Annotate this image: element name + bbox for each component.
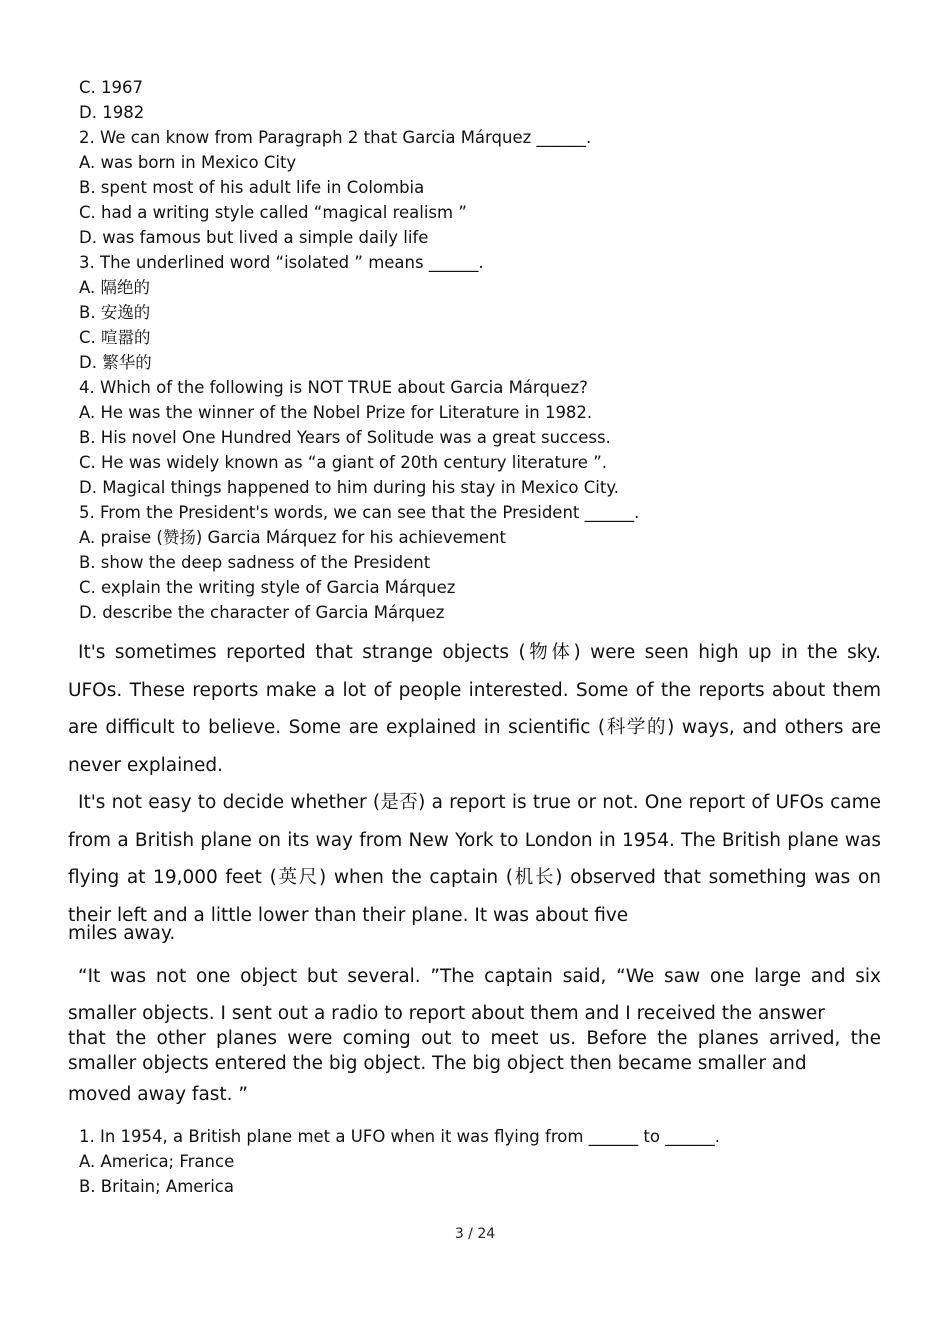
answer-option: C. He was widely known as “a giant of 20th century literature ”. <box>79 453 607 472</box>
answer-option: D. 1982 <box>79 103 145 122</box>
question-block-bottom <box>79 1124 899 1199</box>
answer-option: D. Magical things happened to him during his stay in Mexico City. <box>79 478 619 497</box>
answer-option: B. 安逸的 <box>79 303 151 322</box>
paragraph-text: “It was not one object but several. ”The captain said, “We saw one large and six smaller objects. I sent out a radio to report about them and I received the answer <box>68 966 881 1024</box>
question-text: 5. From the President's words, we can see that the President ______. <box>79 503 640 522</box>
passage-paragraph-2 <box>68 784 881 946</box>
answer-option: C. explain the writing style of Garcia Márquez <box>79 578 456 597</box>
paragraph-text: It's sometimes reported that strange objects (物体) were seen high up in the sky. UFOs. These reports make a lot of people interested. Some of the reports about them are difficult to believe. Some are explained in scientific (科学的) ways, and others are never explained. <box>68 642 881 776</box>
question-text: 1. In 1954, a British plane met a UFO when it was flying from ______ to ______. <box>79 1127 720 1146</box>
answer-option: A. He was the winner of the Nobel Prize for Literature in 1982. <box>79 403 593 422</box>
answer-option: A. praise (赞扬) Garcia Márquez for his achievement <box>79 528 506 547</box>
answer-option: C. had a writing style called “magical realism ” <box>79 203 467 222</box>
answer-option: B. Britain; America <box>79 1177 234 1196</box>
answer-option: A. America; France <box>79 1152 235 1171</box>
answer-option: B. spent most of his adult life in Colombia <box>79 178 425 197</box>
question-text: 2. We can know from Paragraph 2 that Garcia Márquez ______. <box>79 128 592 147</box>
passage-paragraph-3 <box>68 958 881 1113</box>
answer-option: B. His novel One Hundred Years of Solitude was a great success. <box>79 428 611 447</box>
paragraph-text-middle: that the other planes were coming out to meet us. Before the planes arrived, the smaller objects entered the big object. The big object then became smaller and <box>68 1028 881 1074</box>
paragraph-text: It's not easy to decide whether (是否) a report is true or not. One report of UFOs came from a British plane on its way from New York to London in 1954. The British plane was flying at 19,000 feet (英尺) when the captain (机长) observed that something was on their left and a little lower than their plane. It was about five <box>68 792 881 926</box>
answer-option: A. was born in Mexico City <box>79 153 297 172</box>
page-number: 3 / 24 <box>454 1226 496 1242</box>
answer-option: B. show the deep sadness of the President <box>79 553 431 572</box>
paragraph-text-tail: miles away. <box>68 923 176 944</box>
answer-option: D. 繁华的 <box>79 353 152 372</box>
answer-option: A. 隔绝的 <box>79 278 150 297</box>
question-text: 3. The underlined word “isolated ” means ______. <box>79 253 484 272</box>
question-block-top <box>79 75 899 625</box>
answer-option: C. 喧嚣的 <box>79 328 151 347</box>
passage-paragraph-1 <box>68 634 881 784</box>
answer-option: D. was famous but lived a simple daily life <box>79 228 429 247</box>
answer-option: D. describe the character of Garcia Márquez <box>79 603 445 622</box>
paragraph-text-end: moved away fast. ” <box>68 1084 249 1105</box>
answer-option: C. 1967 <box>79 78 144 97</box>
question-text: 4. Which of the following is NOT TRUE about Garcia Márquez? <box>79 378 588 397</box>
